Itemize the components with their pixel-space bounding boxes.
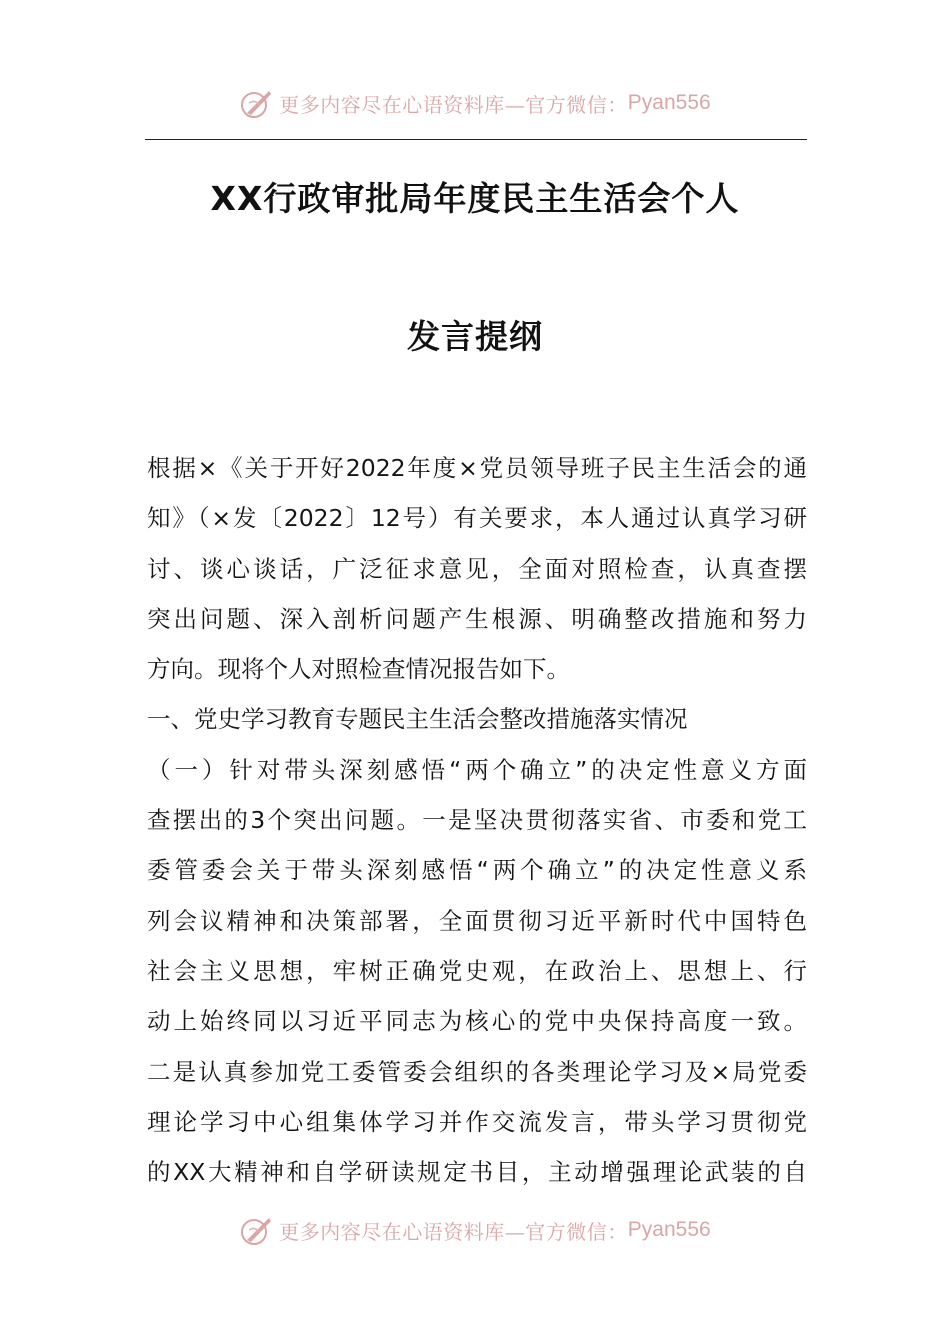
- quill-logo-icon: [239, 85, 275, 121]
- body-line: 方向。现将个人对照检查情况报告如下。: [147, 655, 570, 684]
- watermark-text: 更多内容尽在心语资料库—官方微信：: [279, 1219, 628, 1244]
- body-line: 列会议精神和决策部署，全面贯彻习近平新时代中国特色: [147, 906, 807, 935]
- body-line: 动上始终同以习近平同志为核心的党中央保持高度一致。: [147, 1007, 807, 1036]
- footer-watermark: [0, 1210, 950, 1250]
- watermark-wechat-id: Pyan556: [627, 91, 711, 114]
- body-line: 知》（×发〔2022〕12号）有关要求，本人通过认真学习研: [147, 504, 807, 533]
- document-body: [147, 443, 807, 1197]
- section-heading: 一、党史学习教育专题民主生活会整改措施落实情况: [147, 705, 688, 734]
- document-title-line1: XX行政审批局年度民主生活会个人: [210, 179, 740, 218]
- document-title-line2: 发言提纲: [407, 317, 543, 356]
- body-line: 理论学习中心组集体学习并作交流发言，带头学习贯彻党: [147, 1107, 807, 1136]
- body-line: 社会主义思想，牢树正确党史观，在政治上、思想上、行: [147, 956, 807, 985]
- body-line: 的XX大精神和自学研读规定书目，主动增强理论武装的自: [147, 1158, 807, 1187]
- header-divider: [145, 139, 807, 140]
- body-line: （一）针对带头深刻感悟“两个确立”的决定性意义方面: [147, 755, 807, 784]
- body-line: 查摆出的3个突出问题。一是坚决贯彻落实省、市委和党工: [147, 806, 807, 835]
- watermark-wechat-id: Pyan556: [627, 1218, 711, 1241]
- body-line: 讨、谈心谈话，广泛征求意见，全面对照检查，认真查摆: [147, 554, 807, 583]
- watermark-text: 更多内容尽在心语资料库—官方微信：: [279, 92, 628, 117]
- body-line: 突出问题、深入剖析问题产生根源、明确整改措施和努力: [147, 604, 807, 633]
- header-watermark: [0, 83, 950, 123]
- body-line: 委管委会关于带头深刻感悟“两个确立”的决定性意义系: [147, 856, 807, 885]
- body-line: 二是认真参加党工委管委会组织的各类理论学习及×局党委: [147, 1057, 807, 1086]
- quill-logo-icon: [239, 1212, 275, 1248]
- body-line: 根据×《关于开好2022年度×党员领导班子民主生活会的通: [147, 454, 807, 482]
